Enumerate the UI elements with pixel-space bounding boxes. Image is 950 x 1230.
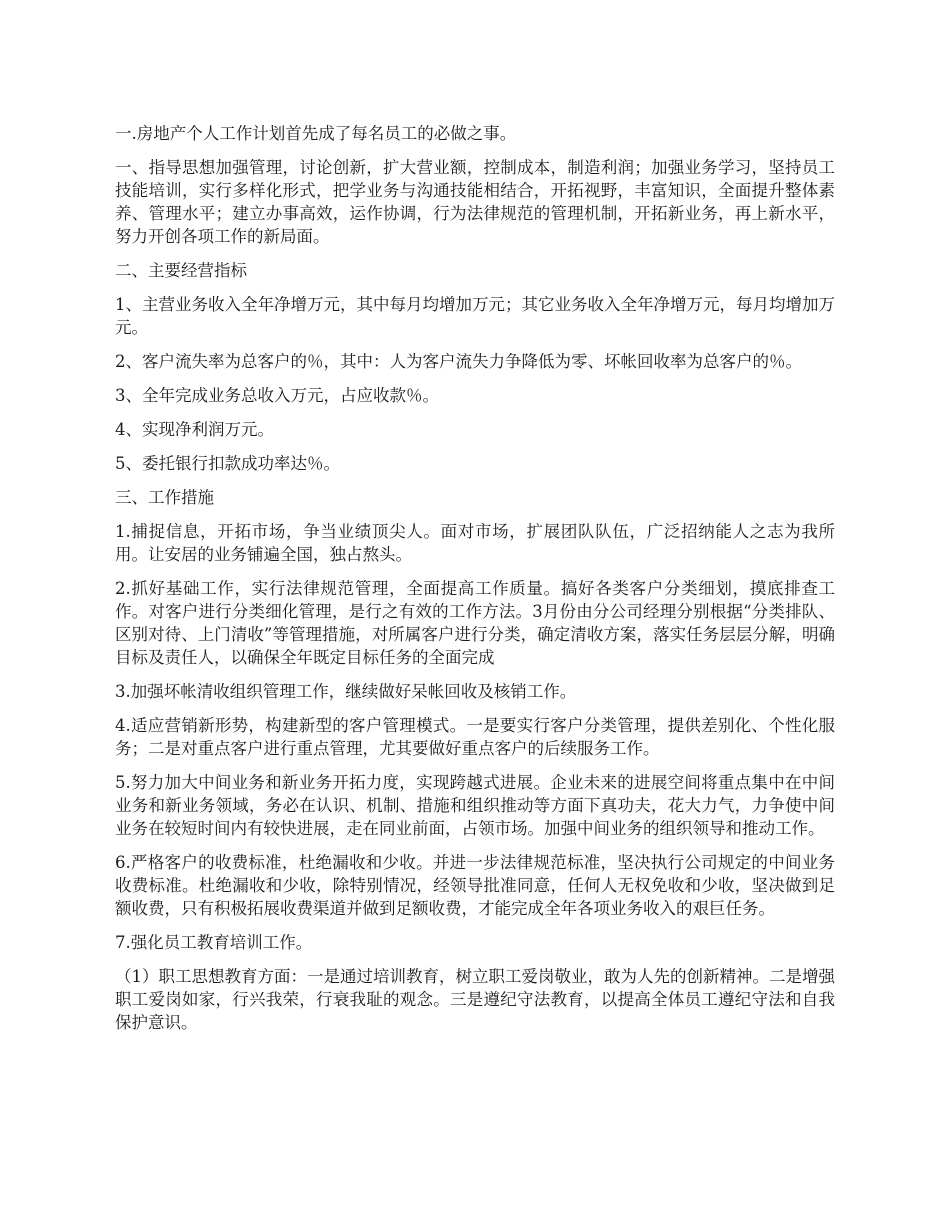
indicator-item-1: 1、主营业务收入全年净增万元，其中每月均增加万元；其它业务收入全年净增万元，每月均增加万元。 xyxy=(115,295,835,337)
section-heading-measures: 三、工作措施 xyxy=(115,488,214,507)
document-title: 一.房地产个人工作计划首先成了每名员工的必做之事。 xyxy=(115,124,517,143)
guiding-ideology-paragraph: 一、指导思想加强管理，讨论创新，扩大营业额，控制成本，制造利润；加强业务学习，坚持员工技能培训，实行多样化形式，把学业务与沟通技能相结合，开拓视野，丰富知识，全面提升整体素养、管理水平；建立办事高效，运作协调，行为法律规范的管理机制，开拓新业务，再上新水平，努力开创各项工作的新局面。 xyxy=(115,158,835,246)
measure-item-4: 4.适应营销新形势，构建新型的客户管理模式。一是要实行客户分类管理，提供差别化、个性化服务；二是对重点客户进行重点管理，尤其要做好重点客户的后续服务工作。 xyxy=(115,716,835,758)
indicator-item-2: 2、客户流失率为总客户的％，其中：人为客户流失力争降低为零、坏帐回收率为总客户的％。 xyxy=(115,352,802,371)
measure-item-5: 5.努力加大中间业务和新业务开拓力度，实现跨越式进展。企业未来的进展空间将重点集中在中间业务和新业务领域，务必在认识、机制、措施和组织推动等方面下真功夫，花大力气，力争使中间业务在较短时间内有较快进展，走在同业前面，占领市场。加强中间业务的组织领导和推动工作。 xyxy=(115,773,835,838)
indicator-item-5: 5、委托银行扣款成功率达％。 xyxy=(115,454,340,473)
training-subitem-1: （1）职工思想教育方面：一是通过培训教育，树立职工爱岗敬业，敢为人先的创新精神。二是增强职工爱岗如家，行兴我荣，行衰我耻的观念。三是遵纪守法教育，以提高全体员工遵纪守法和自我保护意识。 xyxy=(115,967,835,1032)
indicator-item-3: 3、全年完成业务总收入万元，占应收款％。 xyxy=(115,386,439,405)
measure-item-7: 7.强化员工教育培训工作。 xyxy=(115,933,313,952)
indicator-item-4: 4、实现净利润万元。 xyxy=(115,420,274,439)
measure-item-2: 2.抓好基础工作，实行法律规范管理，全面提高工作质量。搞好各类客户分类细划，摸底排查工作。对客户进行分类细化管理，是行之有效的工作方法。3月份由分公司经理分别根据“分类排队、区别对待、上门清收”等管理措施，对所属客户进行分类，确定清收方案，落实任务层层分解，明确目标及责任人，以确保全年既定目标任务的全面完成 xyxy=(115,579,835,667)
measure-item-6: 6.严格客户的收费标准，杜绝漏收和少收。并进一步法律规范标准，坚决执行公司规定的中间业务收费标准。杜绝漏收和少收，除特别情况，经领导批准同意，任何人无权免收和少收，坚决做到足额收费，只有积极拓展收费渠道并做到足额收费，才能完成全年各项业务收入的艰巨任务。 xyxy=(115,853,835,918)
section-heading-indicators: 二、主要经营指标 xyxy=(115,261,247,280)
measure-item-1: 1.捕捉信息，开拓市场，争当业绩顶尖人。面对市场，扩展团队队伍，广泛招纳能人之志为我所用。让安居的业务铺遍全国，独占熬头。 xyxy=(115,522,835,564)
measure-item-3: 3.加强坏帐清收组织管理工作，继续做好呆帐回收及核销工作。 xyxy=(115,682,577,701)
